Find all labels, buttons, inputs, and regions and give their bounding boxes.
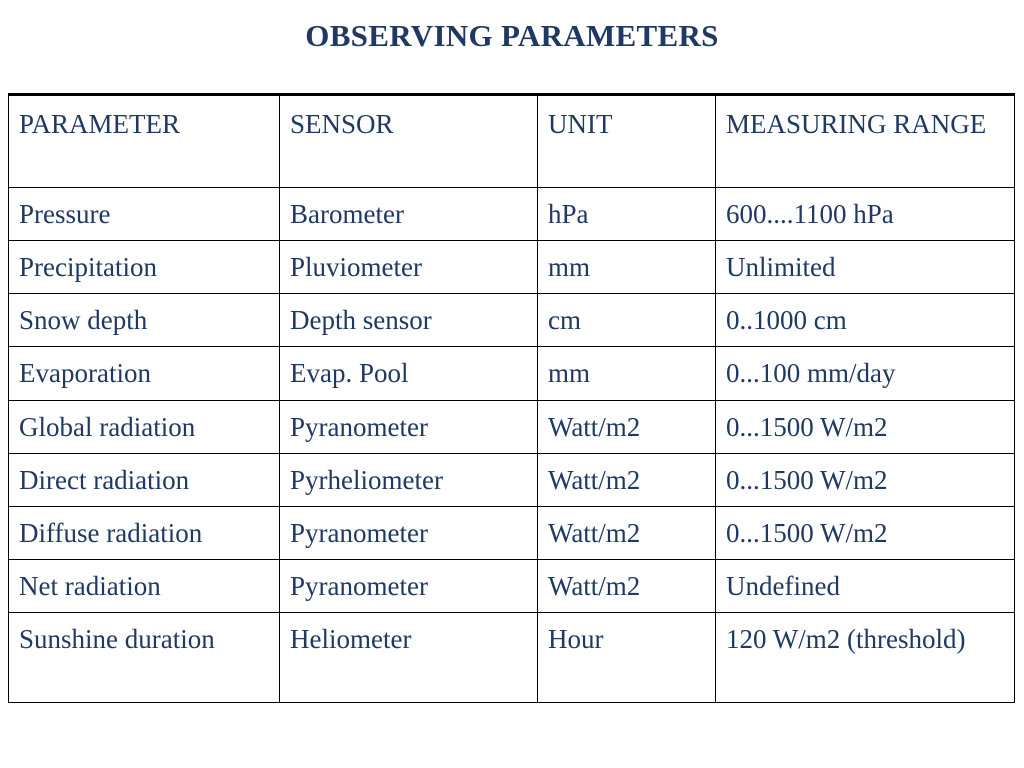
cell-parameter: Sunshine duration [9, 613, 280, 703]
table-row [9, 559, 1015, 612]
cell-parameter: Snow depth [9, 294, 280, 347]
cell-unit: Watt/m2 [538, 559, 716, 612]
column-header-sensor: SENSOR [280, 95, 538, 188]
table-header-row [9, 95, 1015, 188]
cell-unit: Watt/m2 [538, 506, 716, 559]
table-row [9, 294, 1015, 347]
cell-range: 0...1500 W/m2 [716, 453, 1015, 506]
cell-sensor: Heliometer [280, 613, 538, 703]
cell-unit: hPa [538, 188, 716, 241]
cell-range: 0...100 mm/day [716, 347, 1015, 400]
cell-range: 0...1500 W/m2 [716, 400, 1015, 453]
table-row [9, 613, 1015, 703]
cell-parameter: Evaporation [9, 347, 280, 400]
cell-sensor: Pyranometer [280, 506, 538, 559]
table-row [9, 506, 1015, 559]
cell-parameter: Net radiation [9, 559, 280, 612]
cell-range: 120 W/m2 (threshold) [716, 613, 1015, 703]
cell-sensor: Pyranometer [280, 559, 538, 612]
column-header-unit: UNIT [538, 95, 716, 188]
cell-sensor: Evap. Pool [280, 347, 538, 400]
cell-sensor: Barometer [280, 188, 538, 241]
cell-unit: Hour [538, 613, 716, 703]
cell-unit: mm [538, 347, 716, 400]
table-row [9, 400, 1015, 453]
cell-sensor: Pluviometer [280, 241, 538, 294]
cell-parameter: Precipitation [9, 241, 280, 294]
table-row [9, 347, 1015, 400]
cell-sensor: Depth sensor [280, 294, 538, 347]
page-title: OBSERVING PARAMETERS [305, 18, 719, 53]
cell-sensor: Pyrheliometer [280, 453, 538, 506]
cell-unit: Watt/m2 [538, 453, 716, 506]
table-row [9, 453, 1015, 506]
cell-range: Unlimited [716, 241, 1015, 294]
cell-parameter: Pressure [9, 188, 280, 241]
table-row [9, 241, 1015, 294]
cell-parameter: Global radiation [9, 400, 280, 453]
column-header-parameter: PARAMETER [9, 95, 280, 188]
cell-unit: cm [538, 294, 716, 347]
parameters-table [8, 93, 1015, 703]
cell-range: 0...1500 W/m2 [716, 506, 1015, 559]
cell-unit: Watt/m2 [538, 400, 716, 453]
parameters-table-container [8, 93, 1014, 703]
cell-parameter: Diffuse radiation [9, 506, 280, 559]
table-row [9, 188, 1015, 241]
cell-range: 600....1100 hPa [716, 188, 1015, 241]
cell-range: 0..1000 cm [716, 294, 1015, 347]
cell-range: Undefined [716, 559, 1015, 612]
cell-parameter: Direct radiation [9, 453, 280, 506]
column-header-measuring-range: MEASURING RANGE [716, 95, 1015, 188]
cell-unit: mm [538, 241, 716, 294]
cell-sensor: Pyranometer [280, 400, 538, 453]
